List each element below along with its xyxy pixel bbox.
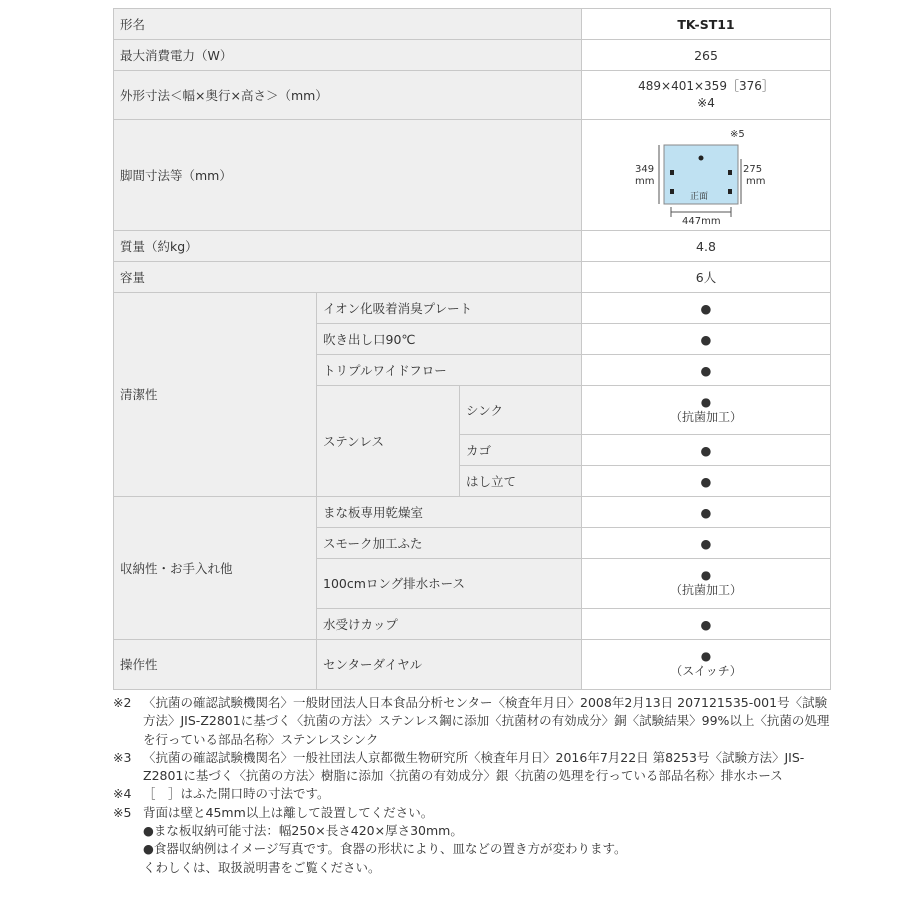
footnote-bullet: くわしくは、取扱説明書をご覧ください。: [143, 859, 381, 875]
feature-value: ●: [582, 466, 831, 497]
foot-right-upper: [728, 170, 732, 175]
check-dot: ●: [700, 568, 712, 582]
storage-group-label: 収納性・お手入れ他: [114, 497, 317, 640]
width-dim: 447mm: [682, 216, 721, 227]
feature-label: イオン化吸着消臭プレート: [317, 293, 582, 324]
dimensions-label: 外形寸法＜幅×奥行×高さ＞（mm）: [114, 71, 582, 120]
capacity-value: 6人: [582, 262, 831, 293]
footnote-text: ［ ］はふた開口時の寸法です。: [143, 786, 330, 802]
left-dim: 349: [635, 164, 655, 175]
footnotes: [113, 694, 833, 877]
dimensions-value: [582, 71, 831, 120]
feature-value: ●: [582, 293, 831, 324]
table-row: [114, 120, 831, 231]
table-row: [114, 71, 831, 120]
feature-label: 水受けカップ: [317, 609, 582, 640]
model-label: 形名: [114, 9, 582, 40]
footnote-mark: ※5: [113, 804, 132, 820]
rear-foot: [699, 156, 704, 161]
footnote-text: 〈抗菌の確認試験機関名〉一般財団法人日本食品分析センター〈検査年月日〉2008年2月13日 207121535-001号〈試験方法〉JIS-Z2801に基づく〈抗菌の方法〉ステンレス鋼に添加〈抗菌材の有効成分〉銅〈試験結果〉99%以上〈抗菌の処理を行っている部品名称〉ステンレスシンク: [143, 695, 830, 747]
feature-sub: （スイッチ）: [670, 664, 742, 678]
diagram-note-mark: ※5: [730, 129, 745, 140]
feature-sub: （抗菌加工）: [669, 409, 742, 424]
feature-value: [582, 559, 831, 609]
feature-value: [582, 640, 831, 690]
footnote: [113, 804, 833, 877]
table-row: [114, 40, 831, 71]
foot-left-upper: [670, 170, 674, 175]
feature-sub: （抗菌加工）: [669, 583, 742, 597]
feature-value: ●: [582, 355, 831, 386]
power-value: 265: [582, 40, 831, 71]
feature-value: ●: [582, 528, 831, 559]
feature-value: ●: [582, 435, 831, 466]
footnote-body: [143, 804, 833, 877]
stainless-label: ステンレス: [317, 386, 460, 497]
feature-label: はし立て: [460, 466, 582, 497]
footnote: [113, 785, 833, 803]
check-dot: ●: [700, 649, 712, 663]
leg-spacing-diagram-cell: [582, 120, 831, 231]
feature-label: まな板専用乾燥室: [317, 497, 582, 528]
feature-value: [582, 386, 831, 435]
feature-label: 100cmロング排水ホース: [317, 559, 582, 609]
leg-spacing-label: 脚間寸法等（mm）: [114, 120, 582, 231]
check-dot: ●: [700, 394, 712, 409]
footnote-text: 〈抗菌の確認試験機関名〉一般社団法人京都微生物研究所〈検査年月日〉2016年7月22日 第8253号〈試験方法〉JIS-Z2801に基づく〈抗菌の方法〉樹脂に添加〈抗菌の有効成分〉銀〈抗菌の処理を行っている部品名称〉排水ホース: [143, 749, 805, 784]
table-row: [114, 231, 831, 262]
footnote-mark: ※4: [113, 786, 132, 802]
table-row: [114, 262, 831, 293]
feature-label: シンク: [460, 386, 582, 435]
feature-label: カゴ: [460, 435, 582, 466]
front-label: 正面: [690, 192, 709, 202]
feature-value: ●: [582, 324, 831, 355]
feature-label: スモーク加工ふた: [317, 528, 582, 559]
footnote-mark: ※3: [113, 749, 132, 765]
footnote-text: 背面は壁と45mm以上は離して設置してください。: [143, 804, 434, 820]
cleanliness-group-label: 清潔性: [114, 293, 317, 497]
dimensions-note: ※4: [697, 96, 715, 110]
footnote-bullet: ●食器収納例はイメージ写真です。食器の形状により、皿などの置き方が変わります。: [143, 841, 627, 857]
table-row: [114, 640, 831, 690]
table-row: [114, 293, 831, 324]
capacity-label: 容量: [114, 262, 582, 293]
table-row: [114, 9, 831, 40]
right-dim: 275: [743, 164, 763, 175]
feature-value: ●: [582, 609, 831, 640]
footnote: [113, 694, 833, 749]
weight-label: 質量（約kg）: [114, 231, 582, 262]
right-dim-unit: mm: [746, 176, 766, 187]
feature-label: 吹き出し口90℃: [317, 324, 582, 355]
leg-spacing-diagram: [626, 121, 786, 229]
left-dim-unit: mm: [635, 176, 655, 187]
table-row: [114, 497, 831, 528]
dimensions-main: 489×401×359［376］: [638, 79, 774, 93]
footnote: [113, 749, 833, 786]
leg-diagram-svg: [626, 121, 786, 229]
weight-value: 4.8: [582, 231, 831, 262]
model-value: TK-ST11: [582, 9, 831, 40]
power-label: 最大消費電力（W）: [114, 40, 582, 71]
feature-value: ●: [582, 497, 831, 528]
spec-table: [113, 8, 831, 690]
foot-left-lower: [670, 189, 674, 194]
feature-label: センターダイヤル: [317, 640, 582, 690]
operation-group-label: 操作性: [114, 640, 317, 690]
footnote-mark: ※2: [113, 695, 132, 710]
feature-label: トリプルワイドフロー: [317, 355, 582, 386]
footnote-bullet: ●まな板収納可能寸法：幅250×長さ420×厚さ30mm。: [143, 823, 463, 839]
foot-right-lower: [728, 189, 732, 194]
